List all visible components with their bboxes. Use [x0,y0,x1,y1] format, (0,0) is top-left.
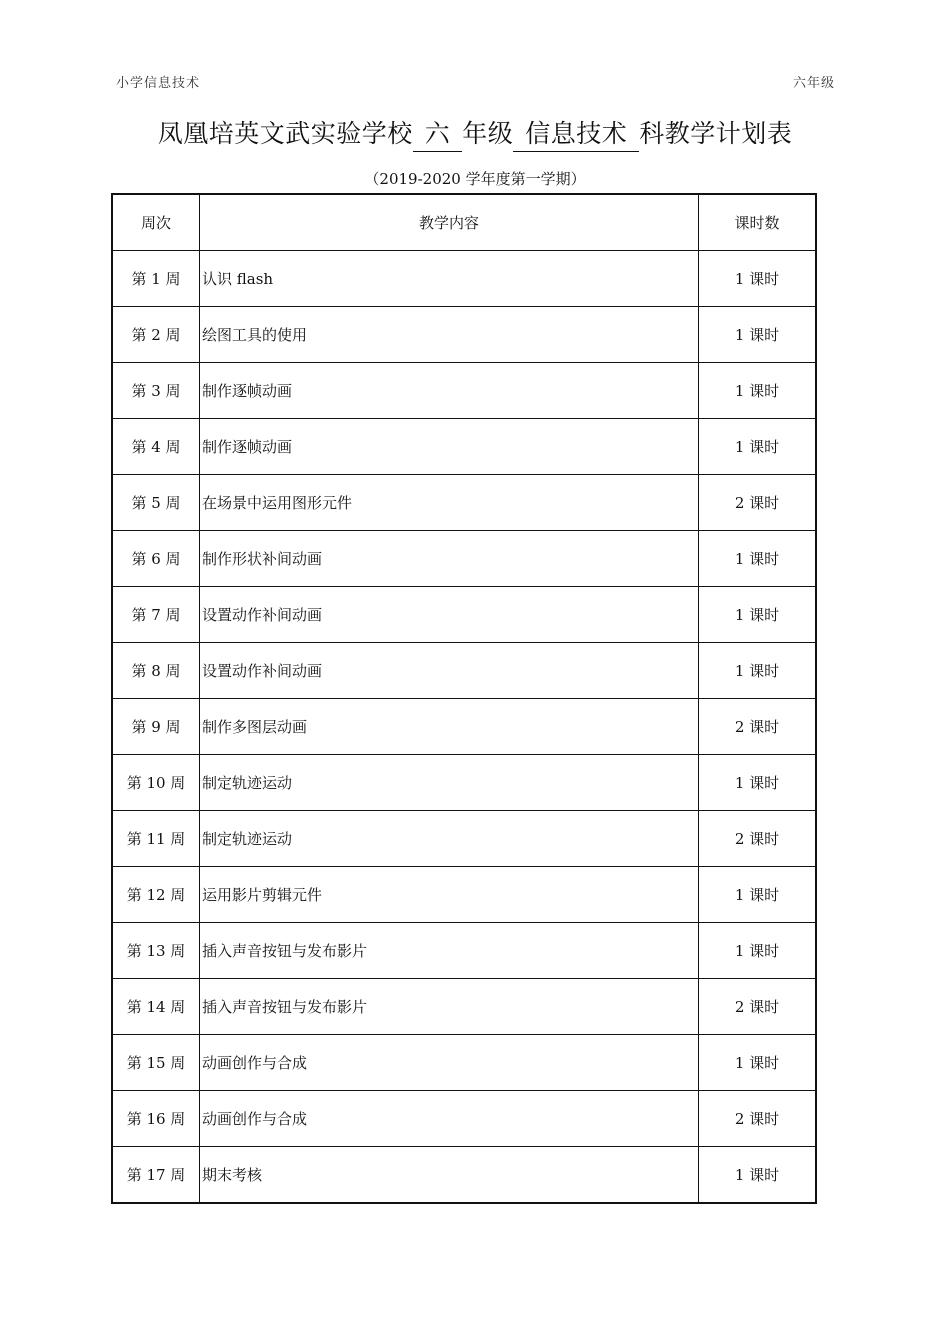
hours-cell: 2 课时 [699,1091,817,1147]
teaching-plan-table [111,193,817,1204]
week-cell: 第 15 周 [112,1035,200,1091]
week-cell: 第 8 周 [112,643,200,699]
table-row [112,531,816,587]
title-grade-value: 六 [413,117,463,152]
content-cell: 制定轨迹运动 [200,811,699,867]
table-body [112,251,816,1204]
content-cell: 期末考核 [200,1147,699,1204]
week-cell: 第 10 周 [112,755,200,811]
table-row [112,1147,816,1204]
content-cell: 插入声音按钮与发布影片 [200,979,699,1035]
table-row [112,587,816,643]
hours-cell: 2 课时 [699,811,817,867]
hours-cell: 1 课时 [699,419,817,475]
hours-cell: 1 课时 [699,531,817,587]
hours-cell: 1 课时 [699,587,817,643]
table-row [112,1035,816,1091]
page-title [0,114,950,152]
week-cell: 第 14 周 [112,979,200,1035]
hours-cell: 1 课时 [699,1147,817,1204]
week-cell: 第 11 周 [112,811,200,867]
hours-cell: 1 课时 [699,307,817,363]
hours-cell: 1 课时 [699,867,817,923]
title-grade-label: 年级 [462,119,514,148]
page-subtitle: （2019-2020 学年度第一学期） [364,170,586,188]
table-header-row [112,194,816,251]
content-cell: 插入声音按钮与发布影片 [200,923,699,979]
header-right-label: 六年级 [792,76,835,91]
table-row [112,699,816,755]
week-cell: 第 2 周 [112,307,200,363]
content-cell: 制作多图层动画 [200,699,699,755]
content-cell: 动画创作与合成 [200,1091,699,1147]
table-row [112,811,816,867]
hours-cell: 1 课时 [699,1035,817,1091]
table-row [112,755,816,811]
week-cell: 第 12 周 [112,867,200,923]
title-suffix: 科教学计划表 [639,119,793,148]
content-cell: 动画创作与合成 [200,1035,699,1091]
table-row [112,419,816,475]
week-cell: 第 6 周 [112,531,200,587]
content-cell: 绘图工具的使用 [200,307,699,363]
hours-cell: 1 课时 [699,363,817,419]
week-cell: 第 9 周 [112,699,200,755]
week-cell: 第 17 周 [112,1147,200,1204]
content-cell: 制作逐帧动画 [200,363,699,419]
header-hours: 课时数 [699,194,817,251]
content-cell: 设置动作补间动画 [200,587,699,643]
table-row [112,475,816,531]
header-content: 教学内容 [200,194,699,251]
hours-cell: 1 课时 [699,755,817,811]
hours-cell: 2 课时 [699,979,817,1035]
hours-cell: 2 课时 [699,475,817,531]
title-school: 凤凰培英文武实验学校 [157,119,413,148]
hours-cell: 1 课时 [699,251,817,307]
table-row [112,979,816,1035]
content-cell: 在场景中运用图形元件 [200,475,699,531]
week-cell: 第 4 周 [112,419,200,475]
week-cell: 第 3 周 [112,363,200,419]
table-row [112,643,816,699]
content-cell: 制作形状补间动画 [200,531,699,587]
table-row [112,363,816,419]
content-cell: 设置动作补间动画 [200,643,699,699]
content-cell: 制作逐帧动画 [200,419,699,475]
week-cell: 第 1 周 [112,251,200,307]
table-row [112,867,816,923]
week-cell: 第 16 周 [112,1091,200,1147]
table-row [112,923,816,979]
hours-cell: 2 课时 [699,699,817,755]
content-cell: 认识 flash [200,251,699,307]
title-subject-value: 信息技术 [513,117,639,152]
hours-cell: 1 课时 [699,643,817,699]
table-row [112,1091,816,1147]
week-cell: 第 13 周 [112,923,200,979]
hours-cell: 1 课时 [699,923,817,979]
table-row [112,307,816,363]
week-cell: 第 7 周 [112,587,200,643]
header-left-label: 小学信息技术 [116,76,201,91]
content-cell: 运用影片剪辑元件 [200,867,699,923]
table-row [112,251,816,307]
header-week: 周次 [112,194,200,251]
week-cell: 第 5 周 [112,475,200,531]
content-cell: 制定轨迹运动 [200,755,699,811]
